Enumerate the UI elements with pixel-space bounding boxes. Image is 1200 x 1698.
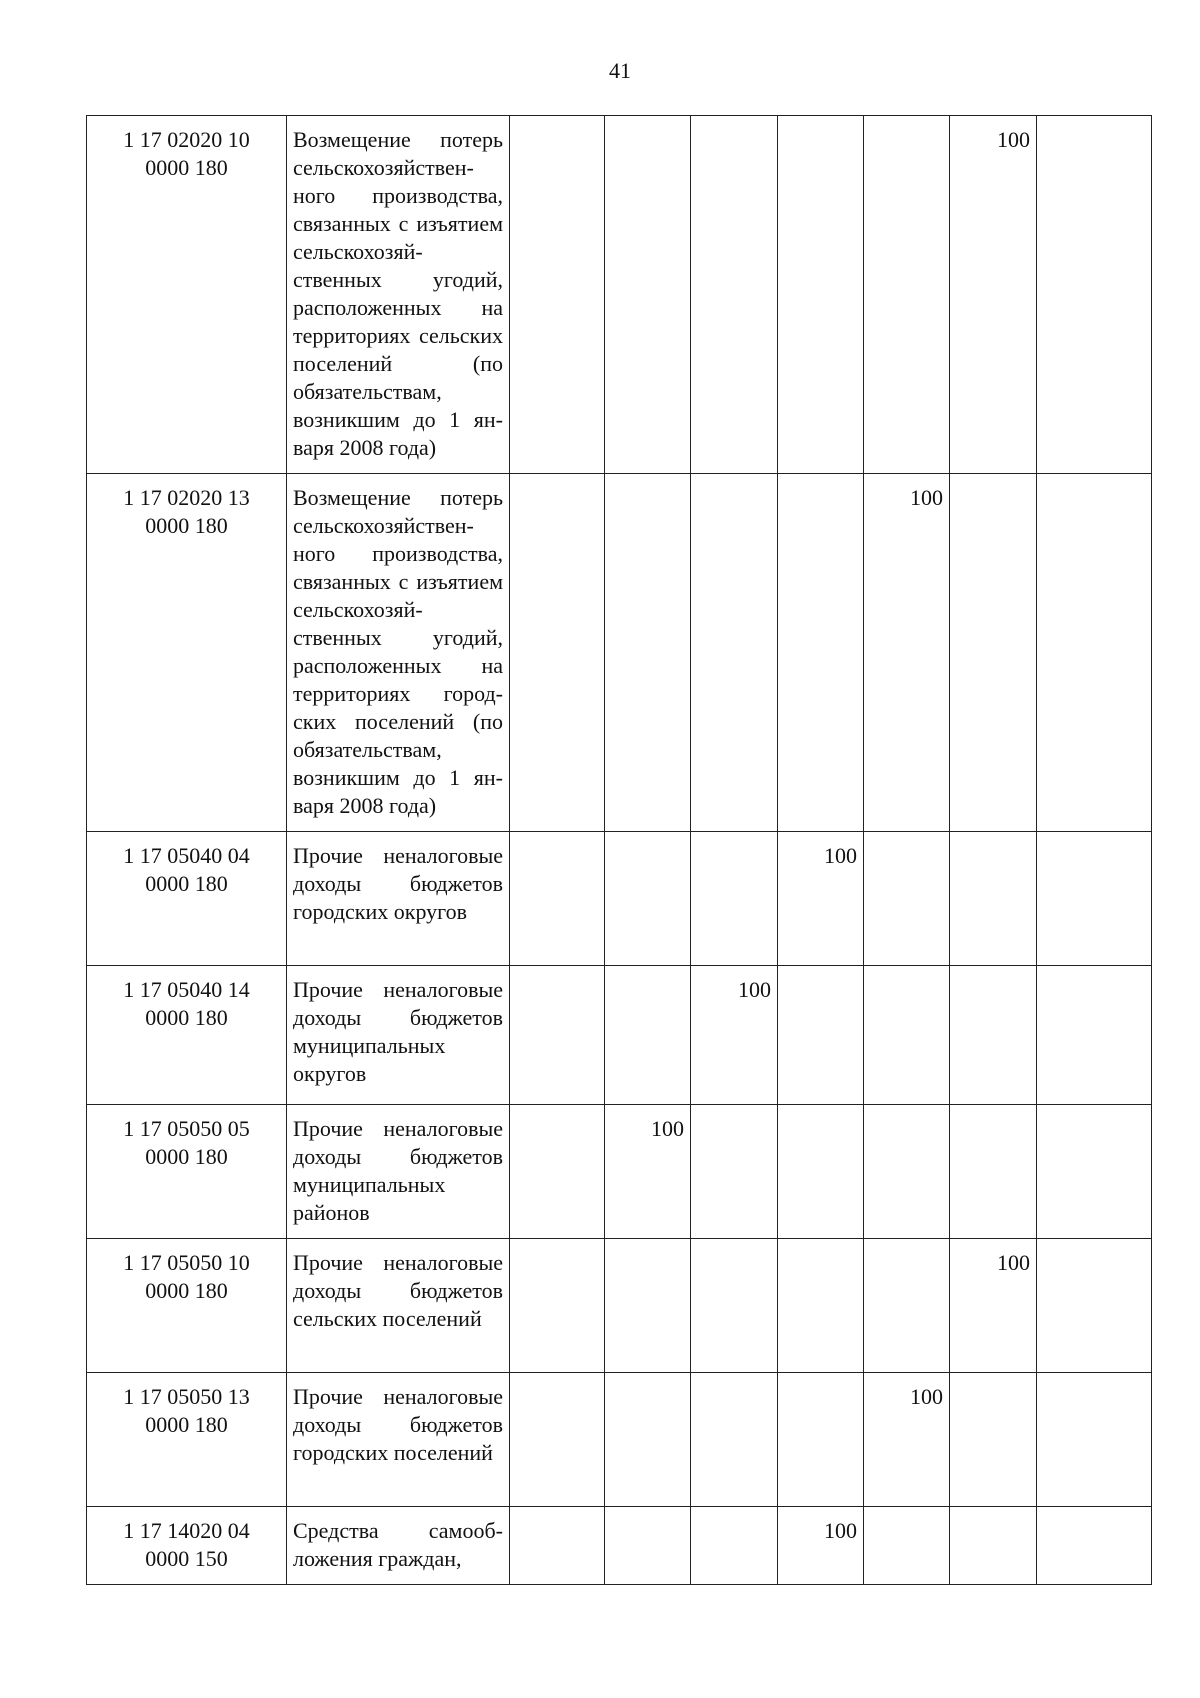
value-cell (778, 1239, 864, 1373)
table-row (87, 1239, 1152, 1373)
value-cell (864, 832, 950, 966)
value-cell (605, 1239, 691, 1373)
value-cell (1037, 474, 1152, 832)
value-cell (691, 1507, 778, 1585)
value-cell (1037, 116, 1152, 474)
value-cell (864, 116, 950, 474)
value-cell (605, 1373, 691, 1507)
value-cell (1037, 1373, 1152, 1507)
value-cell (510, 116, 605, 474)
value-cell: 100 (864, 474, 950, 832)
table-row (87, 1507, 1152, 1585)
table-row (87, 832, 1152, 966)
budget-revenue-table (86, 115, 1152, 1585)
value-cell (864, 1105, 950, 1239)
value-cell: 100 (778, 1507, 864, 1585)
page-number: 41 (609, 58, 631, 83)
budget-code-cell: 1 17 05050 10 0000 180 (87, 1239, 287, 1373)
value-cell (1037, 1105, 1152, 1239)
value-cell: 100 (778, 832, 864, 966)
value-cell (950, 1507, 1037, 1585)
value-cell (691, 832, 778, 966)
table-row (87, 1105, 1152, 1239)
value-cell (510, 1105, 605, 1239)
value-cell (691, 474, 778, 832)
value-cell (1037, 966, 1152, 1105)
budget-code-cell: 1 17 05050 05 0000 180 (87, 1105, 287, 1239)
value-cell (605, 1507, 691, 1585)
value-cell (510, 1507, 605, 1585)
value-cell (691, 1105, 778, 1239)
value-cell (691, 116, 778, 474)
value-cell: 100 (950, 1239, 1037, 1373)
description-cell: Прочие неналоговые доходы бюджетов городских округов (287, 832, 510, 966)
value-cell (605, 832, 691, 966)
value-cell (510, 966, 605, 1105)
value-cell (510, 832, 605, 966)
value-cell (778, 1373, 864, 1507)
budget-code-cell: 1 17 05040 14 0000 180 (87, 966, 287, 1105)
value-cell (778, 116, 864, 474)
value-cell (864, 1507, 950, 1585)
value-cell (605, 474, 691, 832)
table-row (87, 1373, 1152, 1507)
description-cell: Прочие неналоговые доходы бюджетов сельских поселений (287, 1239, 510, 1373)
budget-code-cell: 1 17 02020 13 0000 180 (87, 474, 287, 832)
value-cell (510, 1373, 605, 1507)
value-cell (691, 1239, 778, 1373)
table-row (87, 966, 1152, 1105)
budget-code-cell: 1 17 14020 04 0000 150 (87, 1507, 287, 1585)
value-cell (864, 966, 950, 1105)
value-cell: 100 (864, 1373, 950, 1507)
value-cell (950, 966, 1037, 1105)
description-cell: Возмещение потерь сельскохозяйственного производства, связанных с изъятием сельскохозяйственных угодий, расположенных на территориях сельских поселений (по обязательствам, возникшим до 1 января 2008 года) (287, 116, 510, 474)
value-cell (950, 1373, 1037, 1507)
value-cell (691, 1373, 778, 1507)
value-cell: 100 (691, 966, 778, 1105)
description-cell: Прочие неналоговые доходы бюджетов городских поселений (287, 1373, 510, 1507)
value-cell (864, 1239, 950, 1373)
description-cell: Прочие неналоговые доходы бюджетов муниципальных районов (287, 1105, 510, 1239)
budget-code-cell: 1 17 05050 13 0000 180 (87, 1373, 287, 1507)
value-cell (510, 474, 605, 832)
value-cell (778, 966, 864, 1105)
value-cell (778, 474, 864, 832)
value-cell (510, 1239, 605, 1373)
value-cell: 100 (605, 1105, 691, 1239)
table-row (87, 474, 1152, 832)
description-cell: Возмещение потерь сельскохозяйственного производства, связанных с изъятием сельскохозяйственных угодий, расположенных на территориях городских поселений (по обязательствам, возникшим до 1 января 2008 года) (287, 474, 510, 832)
description-cell: Средства самообложения граждан, (287, 1507, 510, 1585)
value-cell: 100 (950, 116, 1037, 474)
budget-code-cell: 1 17 02020 10 0000 180 (87, 116, 287, 474)
value-cell (950, 1105, 1037, 1239)
value-cell (605, 966, 691, 1105)
budget-code-cell: 1 17 05040 04 0000 180 (87, 832, 287, 966)
table-row (87, 116, 1152, 474)
value-cell (1037, 832, 1152, 966)
description-cell: Прочие неналоговые доходы бюджетов муниципальных округов (287, 966, 510, 1105)
value-cell (950, 474, 1037, 832)
value-cell (1037, 1239, 1152, 1373)
value-cell (950, 832, 1037, 966)
value-cell (605, 116, 691, 474)
value-cell (778, 1105, 864, 1239)
value-cell (1037, 1507, 1152, 1585)
